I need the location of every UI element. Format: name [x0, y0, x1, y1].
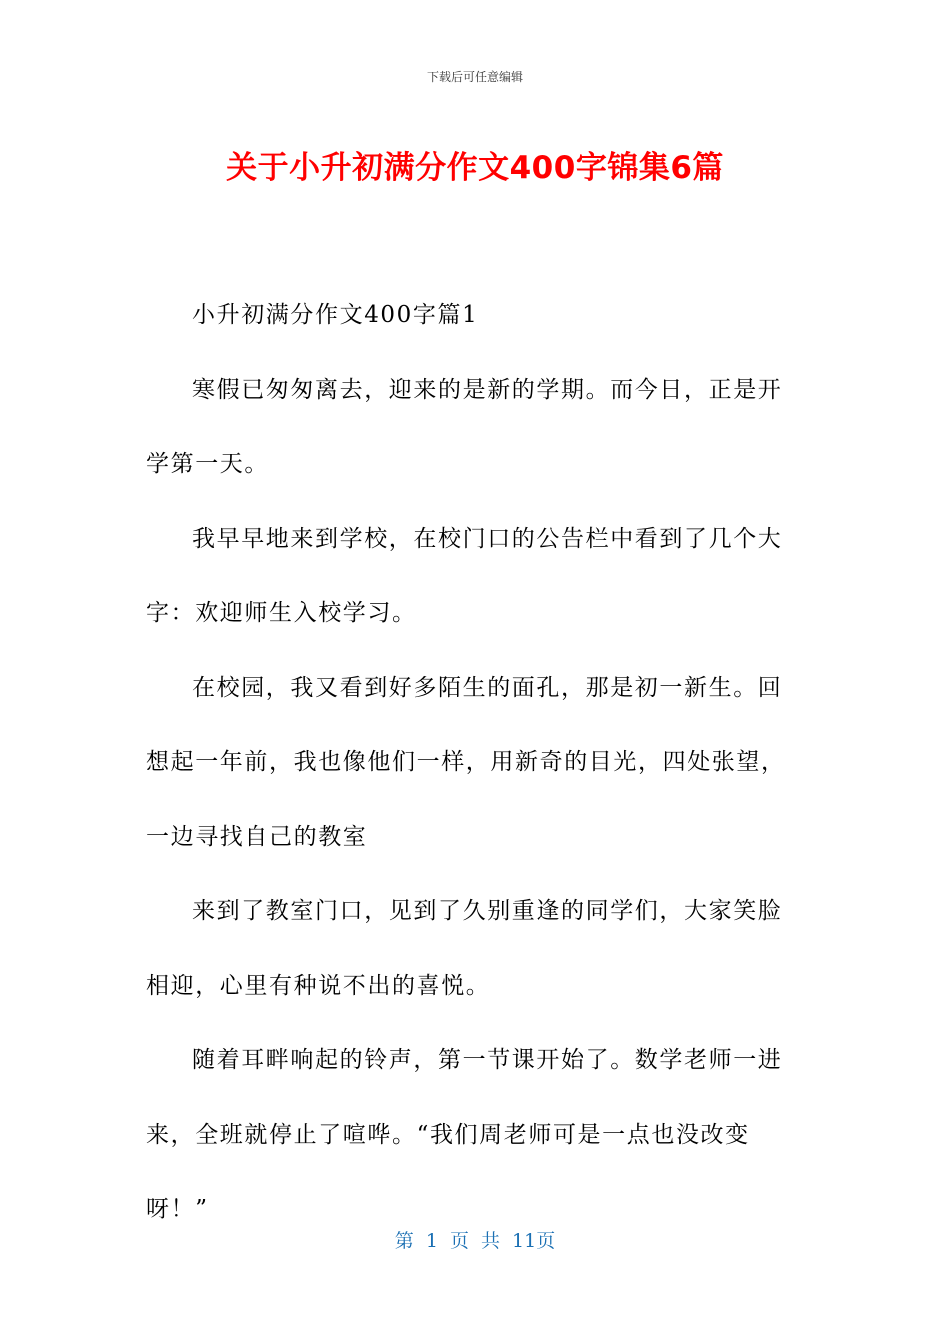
header-note: 下载后可任意编辑: [426, 70, 523, 84]
page-indicator: 第 1 页 共 11页: [394, 1230, 556, 1252]
paragraph: 在校园，我又看到好多陌生的面孔，那是初一新生。回想起一年前，我也像他们一样，用新奇的目光，四处张望，一边寻找自己的教室: [146, 674, 786, 850]
paragraph: 随着耳畔响起的铃声，第一节课开始了。数学老师一进来，全班就停止了喧哗。“我们周老师可是一点也没改变呀！”: [146, 1047, 783, 1222]
paragraph: 寒假已匆匆离去，迎来的是新的学期。而今日，正是开学第一天。: [146, 376, 783, 477]
document-title: 关于小升初满分作文400字锦集6篇: [226, 150, 724, 186]
document-body: [146, 278, 806, 1247]
paragraph: 来到了教室门口，见到了久别重逢的同学们，大家笑脸相迎，心里有种说不出的喜悦。: [146, 898, 783, 999]
paragraph: 我早早地来到学校，在校门口的公告栏中看到了几个大字：欢迎师生入校学习。: [146, 525, 783, 626]
section-heading: 小升初满分作文400字篇1: [192, 302, 479, 328]
